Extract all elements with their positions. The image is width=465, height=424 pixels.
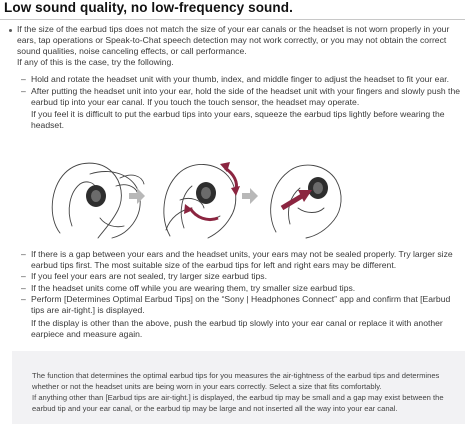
- step-text: If you feel your ears are not sealed, try larger size earbud tips.: [31, 271, 267, 281]
- step-text: If the headset units come off while you are wearing them, try smaller size earbud tips.: [31, 283, 356, 293]
- step-text: earbud tips first. The most suitable size of the earbud tips for left and right ears may be different.: [31, 260, 397, 270]
- step-text: tips are air-tight.] is displayed.: [31, 305, 145, 315]
- step-arrow-icon: [242, 188, 258, 204]
- step-text: headset.: [31, 120, 64, 130]
- hint-line: If anything other than [Earbud tips are air-tight.] is displayed, the earbud tip may be small and a gap may exist between the: [32, 393, 444, 402]
- step-text: If the display is other than the above, push the earbud tip slowly into your ear canal or replace it with another: [31, 318, 443, 328]
- hint-line: earbud tip and your ear canal, or the earbud tip may be large and not inserted all the way into your ear canal.: [32, 404, 398, 413]
- dash-marker: –: [21, 86, 26, 96]
- intro-line: sound qualities, noise canceling effects, or call performance.: [17, 46, 247, 56]
- step-arrow-icon: [129, 188, 145, 204]
- step-text: earpiece and measure again.: [31, 329, 143, 339]
- intro-line: If the size of the earbud tips does not match the size of your ear canals or the headset is not worn properly in your: [17, 24, 450, 34]
- hint-line: The function that determines the optimal earbud tips for you measures the air-tightness of the earbud tips and determines: [32, 371, 440, 380]
- dash-marker: –: [21, 271, 26, 281]
- dash-marker: –: [21, 74, 26, 84]
- step-text: Perform [Determines Optimal Earbud Tips] on the “Sony | Headphones Connect” app and confirm that [Earbud: [31, 294, 451, 304]
- hint-line: whether or not the headset units are being worn in your ears correctly. Select a size that fits comfortably.: [32, 382, 382, 391]
- step-text: If there is a gap between your ears and the headset units, your ears may not be sealed properly. Try larger size: [31, 249, 453, 259]
- dash-marker: –: [21, 294, 26, 304]
- dash-marker: –: [21, 283, 26, 293]
- rotate-arrow-icon: [190, 208, 218, 220]
- title-rule: [0, 19, 465, 20]
- earbud-fitting-illustration: [20, 148, 360, 240]
- intro-line: ears, tap operations or Speak-to-Chat speech detection may not work correctly, or you may not obtain the correct: [17, 35, 447, 45]
- dash-marker: –: [21, 249, 26, 259]
- step-text: If you feel it is difficult to put the earbud tips into your ears, squeeze the earbud tips lightly before wearing the: [31, 109, 445, 119]
- bullet-dot: [9, 29, 12, 32]
- intro-line: If any of this is the case, try the following.: [17, 57, 174, 67]
- page-title: Low sound quality, no low-frequency sound.: [4, 0, 293, 15]
- step-text: After putting the headset unit into your ear, hold the side of the headset unit with your fingers and slowly push the: [31, 86, 461, 96]
- step-text: earbud tip into your ear canal. If you touch the touch sensor, the headset may operate.: [31, 97, 360, 107]
- step-text: Hold and rotate the headset unit with your thumb, index, and middle finger to adjust the headset to fit your ear.: [31, 74, 450, 84]
